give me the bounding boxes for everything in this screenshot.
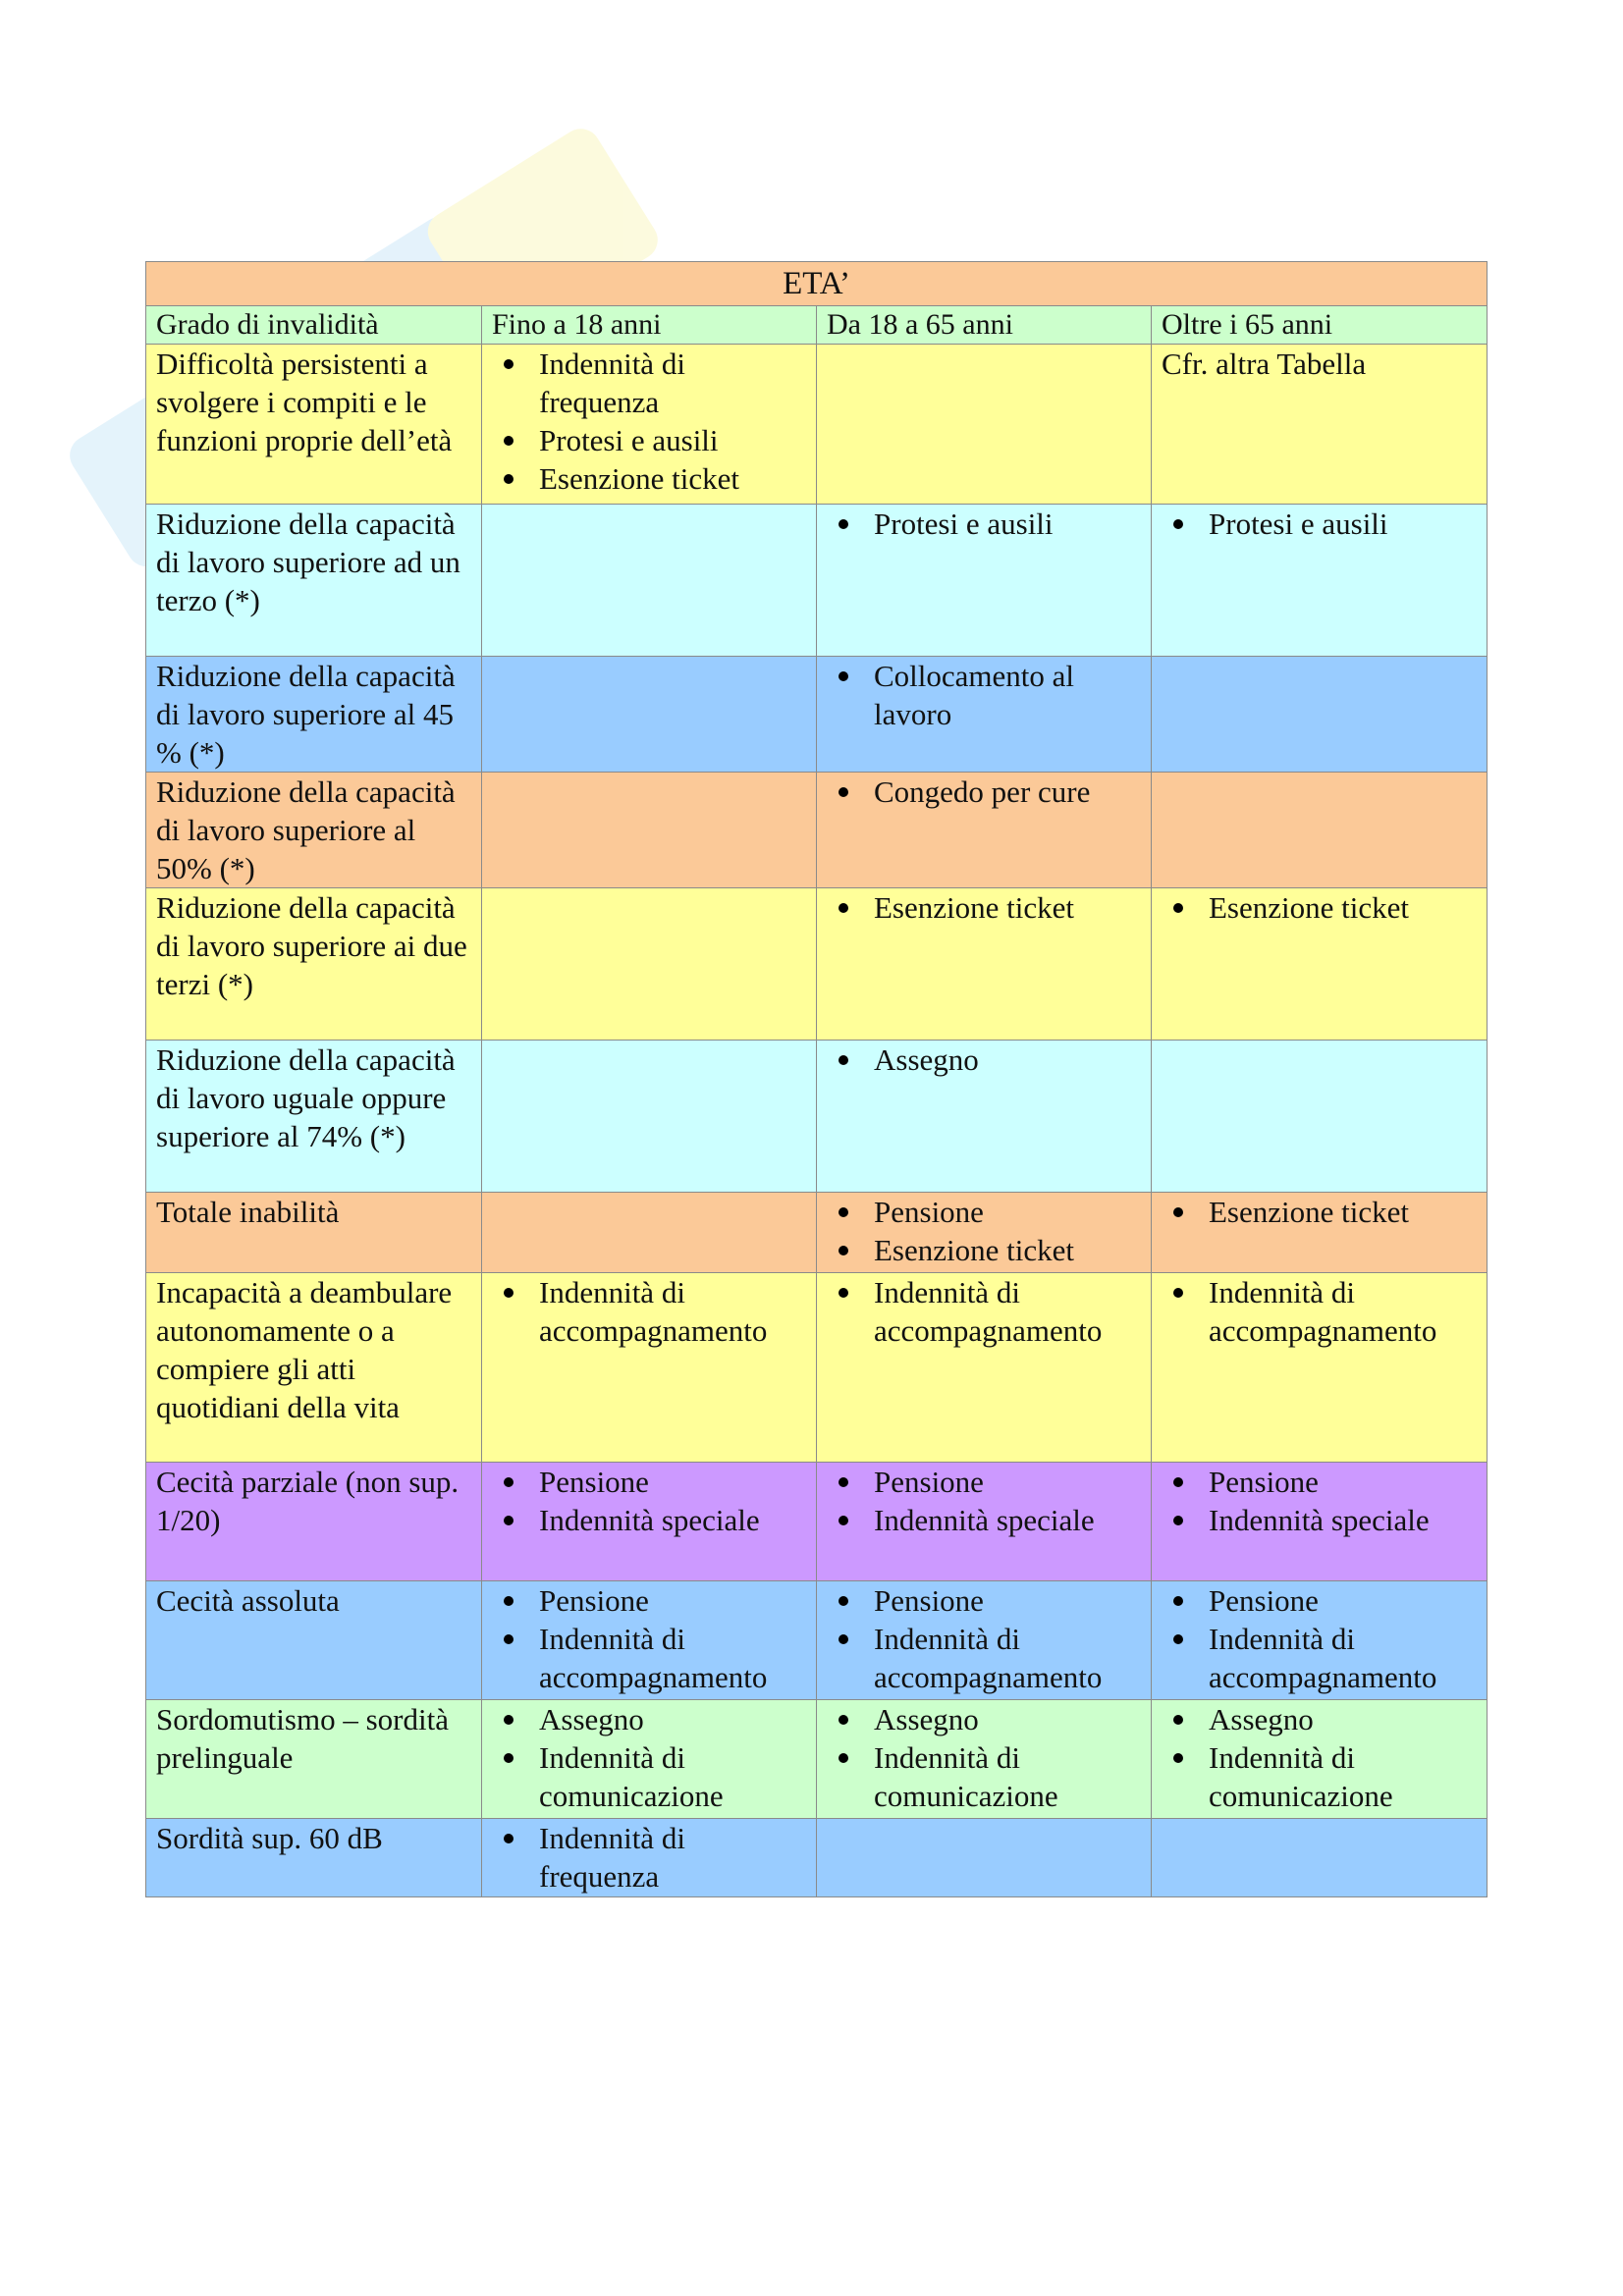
benefit-item: Indennità speciale: [827, 1501, 1141, 1539]
grade-cell: Cecità assoluta: [146, 1581, 482, 1700]
benefits-over-65: [1152, 1193, 1488, 1273]
grade-cell: Riduzione della capacità di lavoro superiore al 45 % (*): [146, 657, 482, 773]
benefits-18-to-65: [817, 1193, 1152, 1273]
benefit-item: Assegno: [492, 1700, 806, 1738]
benefit-item: Indennità di frequenza: [492, 1819, 806, 1896]
benefits-under-18: [482, 1273, 817, 1463]
column-header-under-18: Fino a 18 anni: [482, 306, 817, 345]
benefits-under-18: [482, 657, 817, 773]
benefits-18-to-65: [817, 657, 1152, 773]
benefit-item: Collocamento al lavoro: [827, 657, 1141, 733]
benefit-item: Esenzione ticket: [1162, 1193, 1477, 1231]
table-row: [146, 1041, 1488, 1193]
table-row: [146, 657, 1488, 773]
column-header-grade: Grado di invalidità: [146, 306, 482, 345]
benefits-over-65: [1152, 1463, 1488, 1581]
table-row: [146, 1700, 1488, 1819]
benefit-item: Indennità speciale: [1162, 1501, 1477, 1539]
benefit-item: Indennità di accompagnamento: [827, 1273, 1141, 1350]
benefits-over-65: [1152, 1273, 1488, 1463]
header-row: [146, 306, 1488, 345]
benefit-item: Indennità di accompagnamento: [492, 1273, 806, 1350]
grade-cell: Riduzione della capacità di lavoro superiore ad un terzo (*): [146, 505, 482, 657]
benefit-item: Indennità di frequenza: [492, 345, 806, 421]
benefits-18-to-65: [817, 1463, 1152, 1581]
benefits-over-65: [1152, 1581, 1488, 1700]
benefits-18-to-65: [817, 1041, 1152, 1193]
table-row: [146, 345, 1488, 505]
column-header-18-to-65: Da 18 a 65 anni: [817, 306, 1152, 345]
table-row: [146, 1819, 1488, 1897]
column-header-over-65: Oltre i 65 anni: [1152, 306, 1488, 345]
table-row: [146, 773, 1488, 888]
benefits-18-to-65: [817, 888, 1152, 1041]
grade-cell: Riduzione della capacità di lavoro superiore ai due terzi (*): [146, 888, 482, 1041]
benefit-item: Pensione: [827, 1193, 1141, 1231]
benefit-item: Indennità di comunicazione: [492, 1738, 806, 1815]
benefit-item: Indennità di comunicazione: [827, 1738, 1141, 1815]
benefits-under-18: [482, 1193, 817, 1273]
benefits-18-to-65: [817, 773, 1152, 888]
benefits-over-65: [1152, 657, 1488, 773]
grade-cell: Cecità parziale (non sup. 1/20): [146, 1463, 482, 1581]
benefit-item: Esenzione ticket: [1162, 888, 1477, 927]
disability-benefits-table: [145, 261, 1488, 1897]
grade-cell: Incapacità a deambulare autonomamente o a compiere gli atti quotidiani della vita: [146, 1273, 482, 1463]
benefit-item: Esenzione ticket: [492, 459, 806, 498]
benefits-under-18: [482, 773, 817, 888]
table-row: [146, 505, 1488, 657]
benefits-over-65: Cfr. altra Tabella: [1152, 345, 1488, 505]
benefit-item: Pensione: [492, 1463, 806, 1501]
benefits-under-18: [482, 1581, 817, 1700]
benefits-18-to-65: [817, 345, 1152, 505]
benefits-18-to-65: [817, 505, 1152, 657]
benefit-item: Pensione: [1162, 1581, 1477, 1620]
benefits-under-18: [482, 1819, 817, 1897]
age-header: ETA’: [146, 262, 1488, 306]
benefits-over-65: [1152, 888, 1488, 1041]
benefit-item: Assegno: [1162, 1700, 1477, 1738]
benefit-item: Esenzione ticket: [827, 888, 1141, 927]
benefit-item: Indennità di accompagnamento: [492, 1620, 806, 1696]
benefits-over-65: [1152, 1819, 1488, 1897]
grade-cell: Riduzione della capacità di lavoro uguale oppure superiore al 74% (*): [146, 1041, 482, 1193]
benefit-item: Pensione: [827, 1581, 1141, 1620]
benefit-item: Congedo per cure: [827, 773, 1141, 811]
benefit-item: Esenzione ticket: [827, 1231, 1141, 1269]
benefit-item: Indennità di comunicazione: [1162, 1738, 1477, 1815]
benefits-over-65: [1152, 1700, 1488, 1819]
grade-cell: Difficoltà persistenti a svolgere i compiti e le funzioni proprie dell’età: [146, 345, 482, 505]
benefits-18-to-65: [817, 1273, 1152, 1463]
benefit-item: Pensione: [1162, 1463, 1477, 1501]
benefit-item: Indennità di accompagnamento: [827, 1620, 1141, 1696]
benefits-under-18: [482, 505, 817, 657]
benefits-under-18: [482, 1700, 817, 1819]
benefit-item: Assegno: [827, 1041, 1141, 1079]
table-row: [146, 888, 1488, 1041]
table-row: [146, 1273, 1488, 1463]
benefit-item: Indennità speciale: [492, 1501, 806, 1539]
benefits-under-18: [482, 1463, 817, 1581]
grade-cell: Sordomutismo – sordità prelinguale: [146, 1700, 482, 1819]
benefit-item: Protesi e ausili: [827, 505, 1141, 543]
grade-cell: Totale inabilità: [146, 1193, 482, 1273]
benefit-item: Pensione: [827, 1463, 1141, 1501]
benefits-over-65: [1152, 773, 1488, 888]
benefits-18-to-65: [817, 1581, 1152, 1700]
benefit-item: Protesi e ausili: [492, 421, 806, 459]
benefits-18-to-65: [817, 1819, 1152, 1897]
table-row: [146, 1463, 1488, 1581]
grade-cell: Sordità sup. 60 dB: [146, 1819, 482, 1897]
benefits-under-18: [482, 345, 817, 505]
benefits-over-65: [1152, 1041, 1488, 1193]
benefits-over-65: [1152, 505, 1488, 657]
table-row: [146, 1193, 1488, 1273]
table-row: [146, 1581, 1488, 1700]
benefits-under-18: [482, 1041, 817, 1193]
benefits-18-to-65: [817, 1700, 1152, 1819]
benefit-item: Protesi e ausili: [1162, 505, 1477, 543]
benefit-item: Pensione: [492, 1581, 806, 1620]
benefit-item: Assegno: [827, 1700, 1141, 1738]
grade-cell: Riduzione della capacità di lavoro superiore al 50% (*): [146, 773, 482, 888]
benefits-under-18: [482, 888, 817, 1041]
benefit-item: Indennità di accompagnamento: [1162, 1620, 1477, 1696]
benefit-item: Indennità di accompagnamento: [1162, 1273, 1477, 1350]
